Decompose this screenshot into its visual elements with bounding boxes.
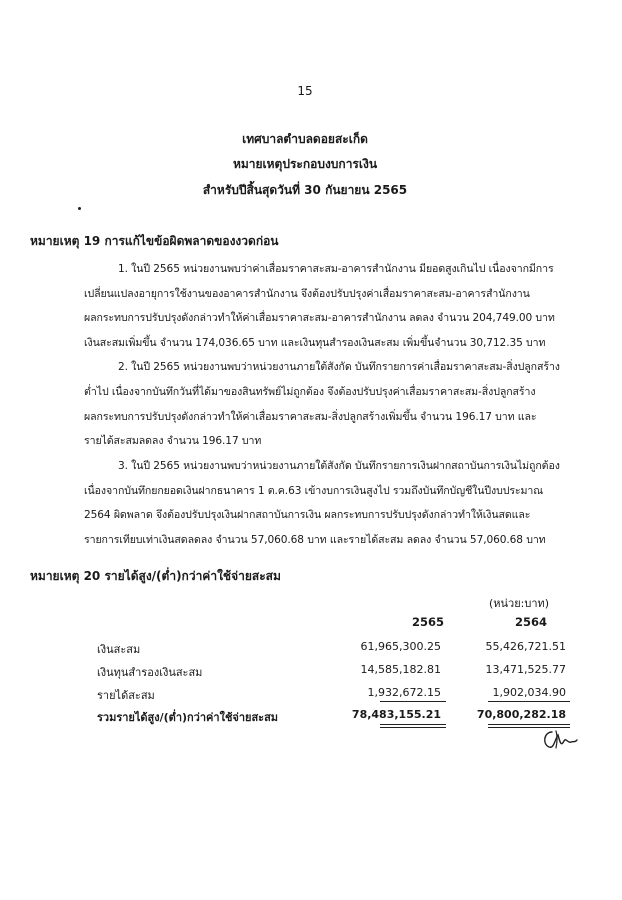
document-title: หมายเหตุประกอบงบการเงิน: [232, 157, 378, 171]
note19-line: 2. ในปี 2565 หน่วยงานพบว่าหน่วยงานภายใต้สังกัด บันทึกรายการค่าเสื่อมราคาสะสม-สิ่งปลูกสร้าง: [118, 361, 560, 373]
total-value-2565: 78,483,155.21: [351, 708, 441, 721]
total-label: รวมรายได้สูง/(ต่ำ)กว่าค่าใช้จ่ายสะสม: [97, 711, 279, 724]
subtotal-underline: [380, 701, 446, 702]
note19-line: ผลกระทบการปรับปรุงดังกล่าวทำให้ค่าเสื่อมราคาสะสม-สิ่งปลูกสร้างเพิ่มขึ้น จำนวน 196.17 บาท และ: [84, 411, 537, 423]
double-underline: [380, 724, 446, 725]
row-value-2564: 55,426,721.51: [485, 640, 566, 653]
signature-mark: [540, 726, 580, 754]
row-value-2564: 1,902,034.90: [492, 686, 566, 699]
note19-line: 2564 ผิดพลาด จึงต้องปรับปรุงเงินฝากสถาบันการเงิน ผลกระทบการปรับปรุงดังกล่าวทำให้เงินสดและ: [84, 509, 531, 521]
year-header-2565: 2565: [412, 615, 445, 629]
row-value-2565: 1,932,672.15: [367, 686, 441, 699]
subtotal-underline: [488, 701, 570, 702]
note19-title: หมายเหตุ 19 การแก้ไขข้อผิดพลาดของงวดก่อน: [30, 234, 279, 248]
total-value-2564: 70,800,282.18: [476, 708, 566, 721]
double-underline: [488, 724, 570, 725]
period-statement: สำหรับปีสิ้นสุดวันที่ 30 กันยายน 2565: [202, 183, 408, 197]
row-label: เงินสะสม: [97, 643, 141, 656]
year-header-2564: 2564: [515, 615, 548, 629]
note19-line: ต่ำไป เนื่องจากบันทึกวันที่ได้มาของสินทรัพย์ไม่ถูกต้อง จึงต้องปรับปรุงค่าเสื่อมราคาสะสม-สิ่งปลูกสร้าง: [84, 386, 536, 398]
row-label: รายได้สะสม: [97, 689, 155, 702]
row-value-2565: 61,965,300.25: [360, 640, 441, 653]
note19-line: 3. ในปี 2565 หน่วยงานพบว่าหน่วยงานภายใต้สังกัด บันทึกรายการเงินฝากสถาบันการเงินไม่ถูกต้อง: [118, 460, 560, 472]
note19-line: 1. ในปี 2565 หน่วยงานพบว่าค่าเสื่อมราคาสะสม-อาคารสำนักงาน มียอดสูงเกินไป เนื่องจากมีการ: [118, 263, 554, 275]
note19-line: เปลี่ยนแปลงอายุการใช้งานของอาคารสำนักงาน จึงต้องปรับปรุงค่าเสื่อมราคาสะสม-อาคารสำนักงาน: [84, 288, 530, 300]
note19-line: รายการเทียบเท่าเงินสดลดลง จำนวน 57,060.68 บาท และรายได้สะสม ลดลง จำนวน 57,060.68 บาท: [84, 534, 546, 546]
page-number: 15: [297, 84, 313, 98]
row-value-2564: 13,471,525.77: [485, 663, 566, 676]
note19-line: เงินสะสมเพิ่มขึ้น จำนวน 174,036.65 บาท และเงินทุนสำรองเงินสะสม เพิ่มขึ้นจำนวน 30,712.35 บาท: [84, 337, 546, 349]
row-label: เงินทุนสำรองเงินสะสม: [97, 666, 203, 679]
note19-line: เนื่องจากบันทึกยกยอดเงินฝากธนาคาร 1 ต.ค.63 เข้างบการเงินสูงไป รวมถึงบันทึกบัญชีในปีงบประมาณ: [84, 485, 543, 497]
double-underline: [380, 727, 446, 728]
note19-line: ผลกระทบการปรับปรุงดังกล่าวทำให้ค่าเสื่อมราคาสะสม-อาคารสำนักงาน ลดลง จำนวน 204,749.00 บาท: [84, 312, 555, 324]
org-name: เทศบาลตำบลดอยสะเก็ด: [242, 132, 368, 146]
ink-dot: [78, 207, 81, 210]
note19-line: รายได้สะสมลดลง จำนวน 196.17 บาท: [84, 435, 262, 447]
row-value-2565: 14,585,182.81: [360, 663, 441, 676]
note20-title: หมายเหตุ 20 รายได้สูง/(ต่ำ)กว่าค่าใช้จ่ายสะสม: [30, 569, 281, 583]
unit-label: (หน่วย:บาท): [489, 597, 550, 610]
